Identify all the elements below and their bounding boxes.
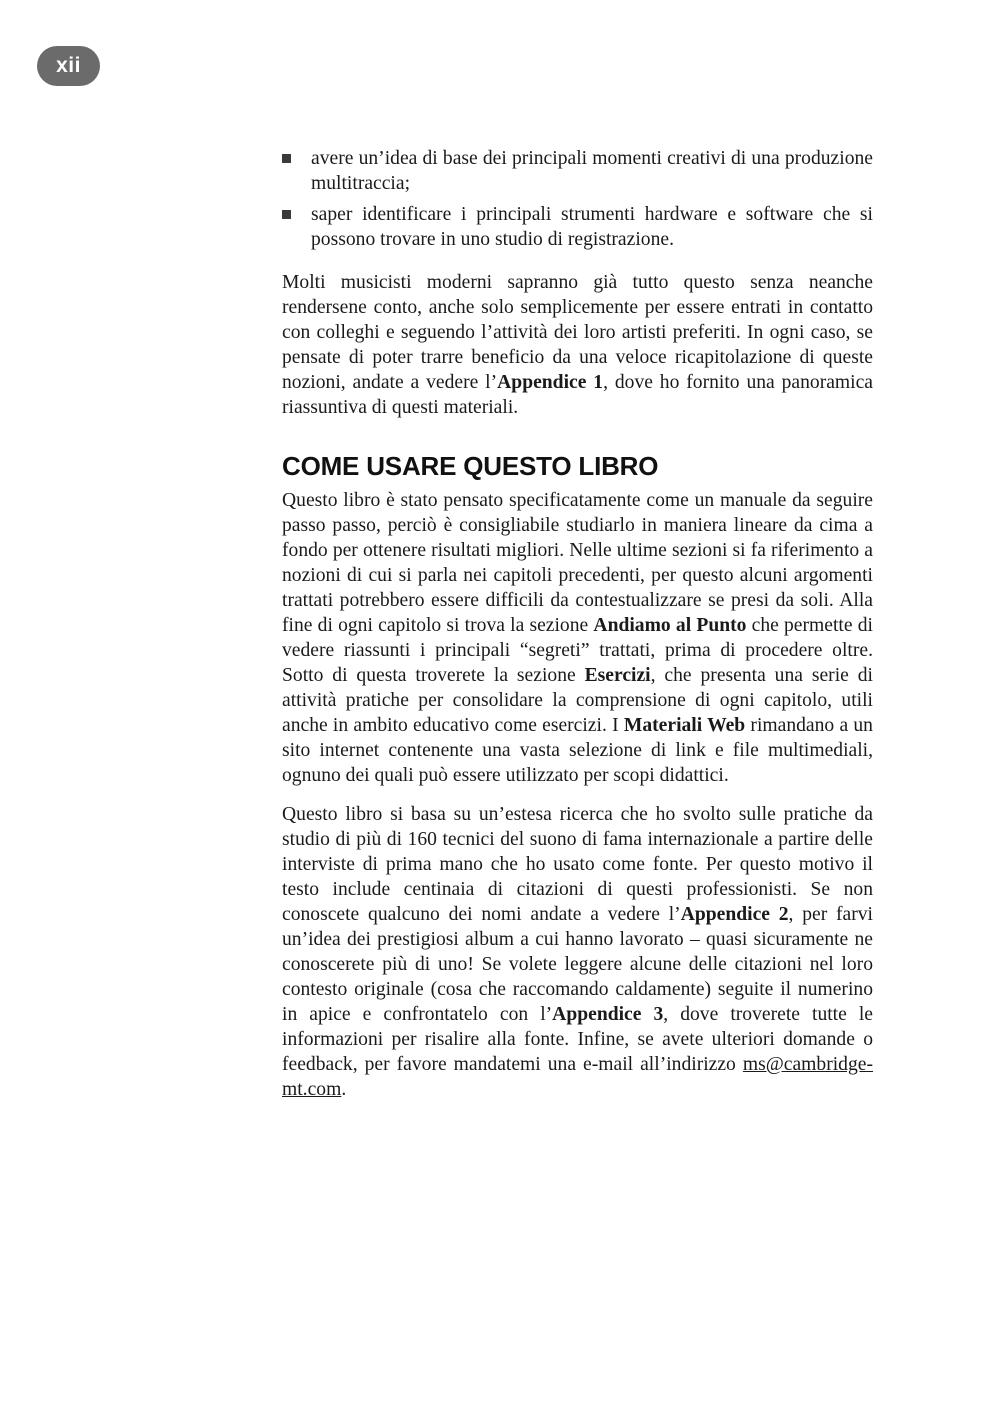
section-heading: COME USARE QUESTO LIBRO xyxy=(282,451,659,481)
list-item xyxy=(282,202,873,252)
section-name-bold: Andiamo al Punto xyxy=(593,615,747,636)
list-item-text: avere un’idea di base dei principali momenti creativi di una produzione multitraccia; xyxy=(311,148,873,194)
text-run: Questo libro si basa su un’estesa ricerca che ho svolto sulle pratiche da studio di più di 160 tecnici del suono di fama internazionale a partire delle interviste di prima mano che ho usato come fonte. Per questo motivo il testo include centinaia di citazioni di questi professionisti. Se non conoscete qualcuno dei nomi andate a vedere l’ xyxy=(282,804,873,925)
page-number: xii xyxy=(56,54,81,77)
bullet-list xyxy=(282,146,873,252)
text-run: , per farvi un’idea dei prestigiosi album a cui hanno lavorato – quasi sicuramente ne conoscerete più di uno! Se volete leggere alcune delle citazioni nel loro contesto originale (cosa che raccomando caldamente) seguite il numerino in apice e confrontatelo con l’ xyxy=(282,904,873,1025)
text-run: Questo libro è stato pensato specificatamente come un manuale da seguire passo passo, perciò è consigliabile studiarlo in maniera lineare da cima a fondo per ottenere risultati migliori. Nelle ultime sezioni si fa riferimento a nozioni di cui si parla nei capitoli precedenti, per questo alcuni argomenti trattati potrebbero essere difficili da contestualizzare se presi da soli. Alla fine di ogni capitolo si trova la sezione xyxy=(282,490,873,636)
text-run: , dove ho fornito una panoramica riassuntiva di questi materiali. xyxy=(282,372,873,418)
page-content xyxy=(282,146,873,1102)
appendix-reference: Appendice 2 xyxy=(680,904,789,925)
text-run: , dove troverete tutte le informazioni per risalire alla fonte. Infine, se avete ulteriori domande o feedback, per favore mandatemi una e-mail all’indirizzo xyxy=(282,1004,873,1075)
list-item-text: saper identificare i principali strumenti hardware e software che si possono trovare in uno studio di registrazione. xyxy=(311,204,873,250)
email-link[interactable]: ms@cambridge-mt.com xyxy=(282,1054,873,1100)
appendix-reference: Appendice 3 xyxy=(552,1004,664,1025)
section-name-bold: Esercizi xyxy=(584,665,651,686)
page-number-badge xyxy=(37,46,100,86)
paragraph-research xyxy=(282,802,873,1102)
appendix-reference: Appendice 1 xyxy=(497,372,604,393)
text-run: , che presenta una serie di attività pratiche per consolidare la comprensione di ogni capitolo, utili anche in ambito educativo come esercizi. I xyxy=(282,665,873,736)
list-item xyxy=(282,146,873,196)
paragraph-usage xyxy=(282,488,873,788)
square-bullet-icon xyxy=(282,154,291,163)
text-run: che permette di vedere riassunti i principali “segreti” trattati, prima di procedere oltre. Sotto di questa troverete la sezione xyxy=(282,615,873,686)
text-run: Molti musicisti moderni sapranno già tutto questo senza neanche rendersene conto, anche solo semplicemente per essere entrati in contatto con colleghi e seguendo l’attività dei loro artisti preferiti. In ogni caso, se pensate di poter trarre beneficio da una veloce ricapitolazione di queste nozioni, andate a vedere l’ xyxy=(282,272,873,393)
text-run: . xyxy=(341,1079,347,1100)
paragraph-intro xyxy=(282,270,873,420)
square-bullet-icon xyxy=(282,210,291,219)
text-run: rimandano a un sito internet contenente una vasta selezione di link e file multimediali, ognuno dei quali può essere utilizzato per scopi didattici. xyxy=(282,715,873,786)
section-name-bold: Materiali Web xyxy=(623,715,746,736)
